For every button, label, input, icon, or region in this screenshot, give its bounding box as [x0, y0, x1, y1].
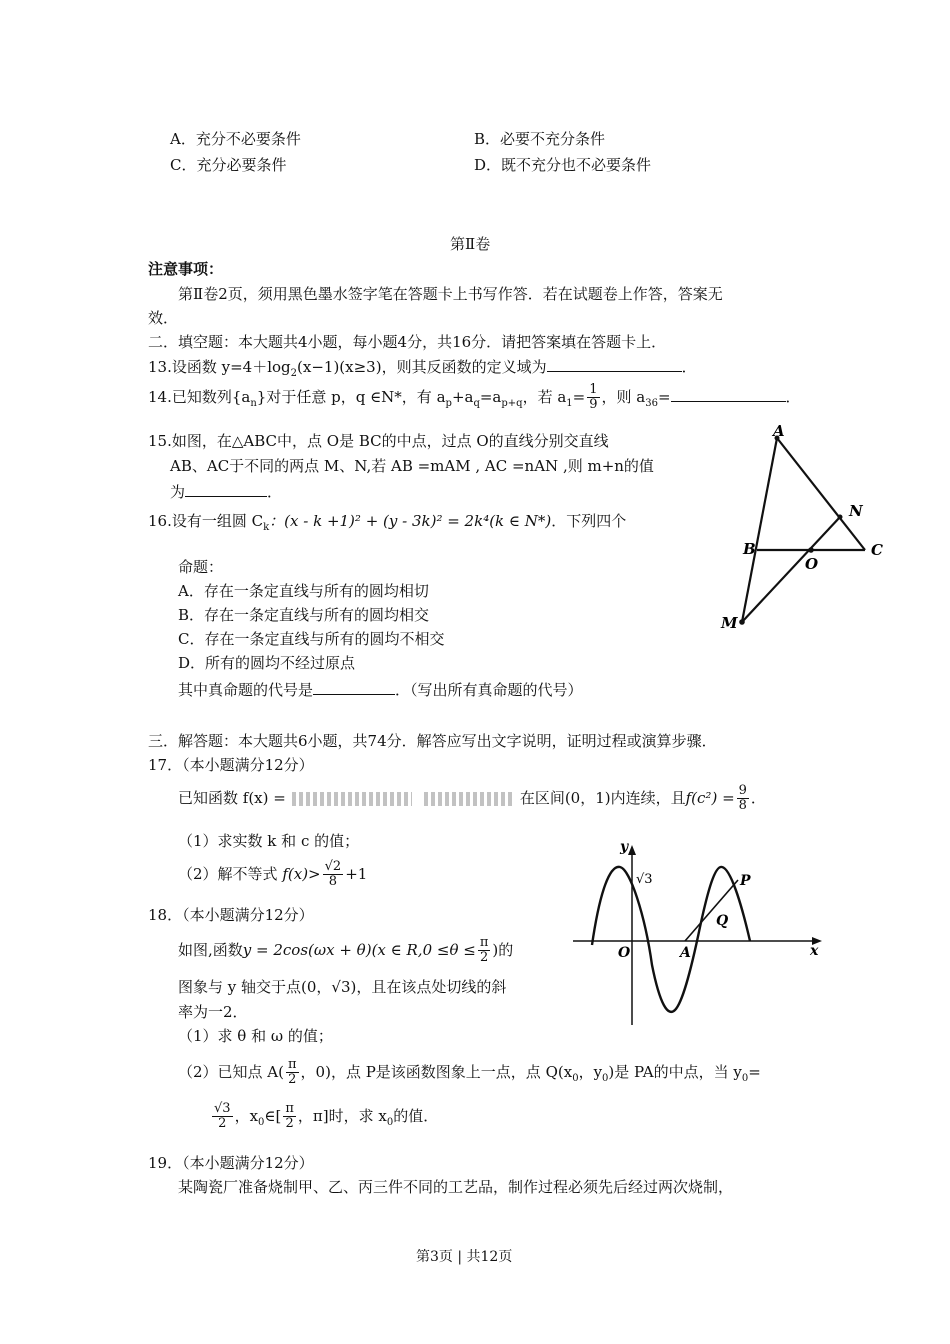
- option-c: C．充分必要条件: [170, 156, 287, 174]
- line-mn: [742, 517, 840, 622]
- label-o: O: [618, 945, 631, 961]
- question-15-line-2: AB、AC于不同的两点 M、N,若 AB =mAM , AC =nAN ,则 m+n的值: [170, 457, 654, 475]
- notice-line-2: 效．: [148, 309, 179, 327]
- label-q: Q: [716, 913, 729, 929]
- question-19-head: 19．（本小题满分12分）: [148, 1154, 314, 1172]
- label-x: x: [810, 943, 819, 959]
- option-b: B．必要不充分条件: [474, 130, 606, 148]
- question-18-head: 18．（本小题满分12分）: [148, 906, 314, 924]
- label-a: A: [773, 422, 785, 440]
- question-18-line-2: 图象与 y 轴交于点(0，√3)，且在该点处切线的斜: [178, 978, 507, 996]
- option-d: D．既不充分也不必要条件: [474, 156, 652, 174]
- question-13: 13.设函数 $y=4+\log_2(x-1)(x\ge 3)$，则其反函数的定义域为 ．: [148, 358, 697, 379]
- cosine-graph: [570, 835, 825, 1030]
- point-m: [739, 619, 745, 625]
- page-footer: 第3页 | 共12页: [416, 1249, 513, 1265]
- part-title: 第Ⅱ卷: [450, 235, 491, 253]
- segment-pa: [685, 880, 738, 941]
- label-a: A: [680, 945, 691, 961]
- option-a: A．充分不必要条件: [170, 130, 301, 148]
- section2-heading: 二．填空题：本大题共4小题，每小题4分，共16分．请把答案填在答题卡上．: [148, 333, 667, 351]
- question-16-a: A．存在一条定直线与所有的圆均相切: [178, 582, 429, 600]
- question-19-line-1: 某陶瓷厂准备烧制甲、乙、丙三件不同的工艺品，制作过程必须先后经过两次烧制，: [178, 1178, 734, 1196]
- notice-line-1: 第Ⅱ卷2页，须用黑色墨水签字笔在答题卡上书写作答．若在试题卷上作答，答案无: [178, 285, 723, 303]
- cosine-curve: [592, 867, 750, 1012]
- question-17-head: 17．（本小题满分12分）: [148, 756, 314, 774]
- label-y: y: [620, 839, 629, 855]
- point-n: [838, 515, 843, 520]
- notice-heading: 注意事项：: [148, 260, 224, 278]
- question-18-part-1: （1）求 θ 和 ω 的值；: [178, 1027, 333, 1045]
- y-arrow: [628, 845, 636, 855]
- answer-blank-13: [547, 357, 682, 372]
- point-o: [808, 547, 814, 553]
- question-18-line-3: 率为一2．: [178, 1003, 248, 1021]
- question-18-part-2: （2）已知点 A( $\frac{\pi}{2}$ ，0)，点 P是该函数图象上一点，点 $Q(x_0$，$y_0$)是 PA的中点，当 $y_0=$: [178, 1057, 761, 1088]
- answer-blank-14: [671, 387, 786, 402]
- label-c: C: [871, 541, 883, 559]
- question-16-line-1: 16.设有一组圆 $C_k$：(x - k +1)² + (y - 3k)² = 2k⁴(k ∈ N*)．下列四个: [148, 512, 627, 533]
- question-16-c: C．存在一条定直线与所有的圆均不相交: [178, 630, 445, 648]
- question-16-answer: 其中真命题的代号是 ．（写出所有真命题的代号）: [178, 681, 583, 699]
- question-15-line-3: 为 ．: [170, 483, 283, 501]
- section3-heading: 三．解答题：本大题共6小题，共74分．解答应写出文字说明，证明过程或演算步骤．: [148, 732, 717, 750]
- question-15-line-1: 15.如图，在△ABC中，点 O是 BC的中点，过点 O的直线分别交直线: [148, 432, 609, 450]
- question-18-part-2-cont: $\frac{√3}{2}$ ，$x_0\in$[ $\frac{\pi}{2}$ ，π]时，求 $x_0$的值．: [214, 1101, 439, 1132]
- question-14: 14.已知数列$\{a_n\}$对于任意 p，q ∈N*，有 $a_p+a_q=a_{p+q}$，若 $a_1=$ $\frac{1}{9}$ ，则 $a_{36}=$ ．: [148, 382, 801, 413]
- question-16-d: D．所有的圆均不经过原点: [178, 654, 356, 672]
- blurred-piecewise-domain: [424, 792, 514, 806]
- line-ac: [777, 438, 865, 550]
- label-b: B: [743, 540, 756, 558]
- question-17-part-2: （2）解不等式 f(x)> $\frac{√2}{8}$ +1: [178, 859, 368, 890]
- label-p: P: [740, 873, 751, 889]
- label-o: O: [805, 555, 819, 573]
- question-17-part-1: （1）求实数 k 和 c 的值；: [178, 832, 360, 850]
- question-16-line-2: 命题：: [178, 558, 224, 576]
- fraction-1-9: $\frac{1}{9}$: [589, 382, 598, 413]
- question-18-line-1: 如图,函数y = 2cos(ωx + θ)(x ∈ R,0 ≤θ ≤ $\frac{\pi}{2}$ )的: [178, 935, 514, 966]
- answer-blank-16: [313, 680, 395, 695]
- question-17-line-1: 已知函数 f(x) = 在区间(0，1)内连续，且f(c²) = $\frac{9}{8}$ ．: [178, 783, 766, 814]
- label-sqrt3: √3: [636, 872, 653, 887]
- question-16-b: B．存在一条定直线与所有的圆均相交: [178, 606, 430, 624]
- line-am: [742, 438, 777, 622]
- label-n: N: [849, 502, 863, 520]
- triangle-figure: [715, 420, 900, 640]
- label-m: M: [721, 614, 738, 632]
- answer-blank-15: [185, 482, 267, 497]
- blurred-piecewise-formula: [292, 792, 412, 806]
